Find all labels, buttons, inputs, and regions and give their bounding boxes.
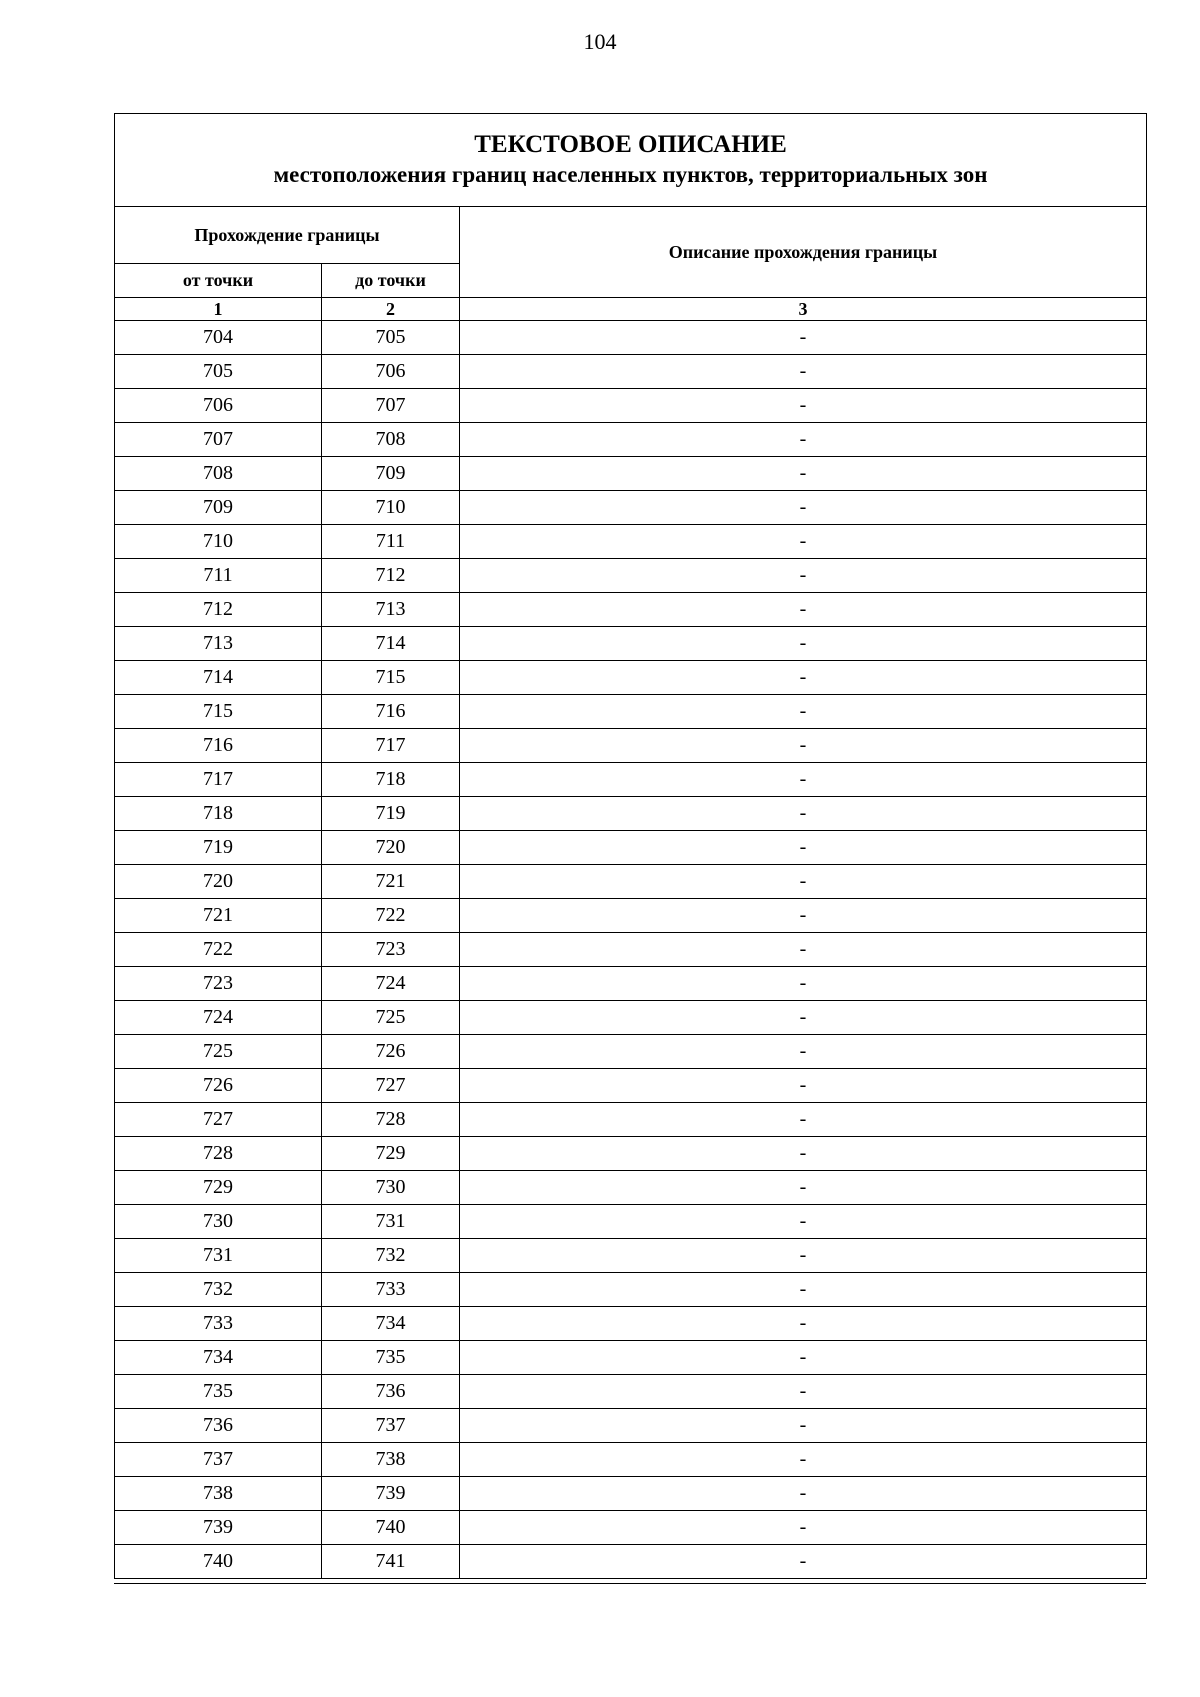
cell-from-point: 724 <box>115 1001 322 1035</box>
header-passage: Прохождение границы <box>115 207 460 264</box>
table-row <box>115 1239 1147 1273</box>
table-row <box>115 389 1147 423</box>
cell-to-point: 716 <box>322 695 460 729</box>
header-col-number-3: 3 <box>460 298 1147 321</box>
table-title <box>115 114 1147 207</box>
cell-to-point: 729 <box>322 1137 460 1171</box>
cell-from-point: 738 <box>115 1477 322 1511</box>
cell-description: - <box>460 1239 1147 1273</box>
cell-description: - <box>460 1409 1147 1443</box>
table-row <box>115 763 1147 797</box>
table-row <box>115 355 1147 389</box>
table-row <box>115 1069 1147 1103</box>
cell-description: - <box>460 1171 1147 1205</box>
cell-from-point: 717 <box>115 763 322 797</box>
cell-to-point: 710 <box>322 491 460 525</box>
cell-description: - <box>460 1001 1147 1035</box>
cell-from-point: 714 <box>115 661 322 695</box>
cell-to-point: 739 <box>322 1477 460 1511</box>
cell-description: - <box>460 355 1147 389</box>
cell-description: - <box>460 1307 1147 1341</box>
cell-from-point: 727 <box>115 1103 322 1137</box>
cell-to-point: 711 <box>322 525 460 559</box>
cell-to-point: 717 <box>322 729 460 763</box>
cell-from-point: 719 <box>115 831 322 865</box>
table-row <box>115 1103 1147 1137</box>
cell-description: - <box>460 797 1147 831</box>
table-row <box>115 1341 1147 1375</box>
table-row <box>115 1511 1147 1545</box>
cell-description: - <box>460 1069 1147 1103</box>
cell-from-point: 716 <box>115 729 322 763</box>
cell-to-point: 719 <box>322 797 460 831</box>
cell-description: - <box>460 423 1147 457</box>
cell-to-point: 733 <box>322 1273 460 1307</box>
table-row <box>115 695 1147 729</box>
table-row <box>115 491 1147 525</box>
cell-description: - <box>460 525 1147 559</box>
cell-from-point: 725 <box>115 1035 322 1069</box>
cell-from-point: 707 <box>115 423 322 457</box>
cell-to-point: 726 <box>322 1035 460 1069</box>
header-col-number-1: 1 <box>115 298 322 321</box>
cell-to-point: 727 <box>322 1069 460 1103</box>
cell-to-point: 737 <box>322 1409 460 1443</box>
cell-description: - <box>460 1477 1147 1511</box>
table-row <box>115 661 1147 695</box>
cell-to-point: 736 <box>322 1375 460 1409</box>
cell-to-point: 708 <box>322 423 460 457</box>
table-row <box>115 423 1147 457</box>
header-description: Описание прохождения границы <box>460 207 1147 298</box>
table-bottom-rule <box>114 1583 1146 1584</box>
cell-description: - <box>460 763 1147 797</box>
table-row <box>115 797 1147 831</box>
table-row <box>115 321 1147 355</box>
table-row <box>115 1545 1147 1579</box>
cell-description: - <box>460 865 1147 899</box>
table-row <box>115 1001 1147 1035</box>
header-col-number-2: 2 <box>322 298 460 321</box>
table-row <box>115 899 1147 933</box>
table-row <box>115 831 1147 865</box>
table-body <box>115 321 1147 1579</box>
cell-from-point: 723 <box>115 967 322 1001</box>
title-line-1: ТЕКСТОВОЕ ОПИСАНИЕ <box>474 131 787 158</box>
cell-from-point: 708 <box>115 457 322 491</box>
cell-to-point: 741 <box>322 1545 460 1579</box>
table-row <box>115 457 1147 491</box>
cell-description: - <box>460 899 1147 933</box>
cell-description: - <box>460 491 1147 525</box>
cell-to-point: 709 <box>322 457 460 491</box>
cell-to-point: 725 <box>322 1001 460 1035</box>
cell-to-point: 730 <box>322 1171 460 1205</box>
cell-description: - <box>460 695 1147 729</box>
cell-from-point: 710 <box>115 525 322 559</box>
cell-to-point: 715 <box>322 661 460 695</box>
cell-from-point: 735 <box>115 1375 322 1409</box>
table-row <box>115 967 1147 1001</box>
cell-from-point: 728 <box>115 1137 322 1171</box>
table-row <box>115 1205 1147 1239</box>
title-line-2: местоположения границ населенных пунктов, территориальных зон <box>273 162 988 187</box>
cell-from-point: 712 <box>115 593 322 627</box>
cell-description: - <box>460 661 1147 695</box>
table-row <box>115 525 1147 559</box>
header-from-point: от точки <box>115 264 322 298</box>
cell-from-point: 740 <box>115 1545 322 1579</box>
cell-description: - <box>460 1035 1147 1069</box>
table-row <box>115 1443 1147 1477</box>
table-row <box>115 1137 1147 1171</box>
table-row <box>115 1409 1147 1443</box>
cell-to-point: 706 <box>322 355 460 389</box>
cell-description: - <box>460 559 1147 593</box>
cell-from-point: 733 <box>115 1307 322 1341</box>
table-row <box>115 1477 1147 1511</box>
table-row <box>115 627 1147 661</box>
cell-to-point: 720 <box>322 831 460 865</box>
cell-from-point: 734 <box>115 1341 322 1375</box>
cell-from-point: 726 <box>115 1069 322 1103</box>
cell-description: - <box>460 457 1147 491</box>
table-row <box>115 865 1147 899</box>
cell-description: - <box>460 1273 1147 1307</box>
table-row <box>115 933 1147 967</box>
cell-description: - <box>460 593 1147 627</box>
cell-description: - <box>460 321 1147 355</box>
cell-from-point: 720 <box>115 865 322 899</box>
cell-description: - <box>460 1103 1147 1137</box>
cell-from-point: 704 <box>115 321 322 355</box>
cell-to-point: 722 <box>322 899 460 933</box>
table-row <box>115 1375 1147 1409</box>
cell-to-point: 724 <box>322 967 460 1001</box>
table-row <box>115 1035 1147 1069</box>
cell-description: - <box>460 1443 1147 1477</box>
cell-from-point: 705 <box>115 355 322 389</box>
table-row <box>115 729 1147 763</box>
table-row <box>115 1171 1147 1205</box>
cell-to-point: 712 <box>322 559 460 593</box>
cell-description: - <box>460 1511 1147 1545</box>
cell-to-point: 723 <box>322 933 460 967</box>
cell-description: - <box>460 1341 1147 1375</box>
cell-to-point: 721 <box>322 865 460 899</box>
cell-description: - <box>460 1545 1147 1579</box>
cell-from-point: 721 <box>115 899 322 933</box>
boundary-description-table <box>114 113 1147 1579</box>
page-number: 104 <box>583 29 617 54</box>
table-row <box>115 1273 1147 1307</box>
header-to-point: до точки <box>322 264 460 298</box>
table-row <box>115 559 1147 593</box>
cell-to-point: 714 <box>322 627 460 661</box>
cell-from-point: 729 <box>115 1171 322 1205</box>
cell-to-point: 728 <box>322 1103 460 1137</box>
cell-to-point: 734 <box>322 1307 460 1341</box>
cell-from-point: 730 <box>115 1205 322 1239</box>
cell-from-point: 739 <box>115 1511 322 1545</box>
cell-from-point: 736 <box>115 1409 322 1443</box>
cell-description: - <box>460 831 1147 865</box>
cell-description: - <box>460 1375 1147 1409</box>
cell-description: - <box>460 1205 1147 1239</box>
cell-from-point: 715 <box>115 695 322 729</box>
cell-description: - <box>460 933 1147 967</box>
cell-to-point: 718 <box>322 763 460 797</box>
cell-from-point: 713 <box>115 627 322 661</box>
cell-description: - <box>460 967 1147 1001</box>
table-row <box>115 593 1147 627</box>
cell-from-point: 737 <box>115 1443 322 1477</box>
cell-description: - <box>460 627 1147 661</box>
cell-to-point: 713 <box>322 593 460 627</box>
cell-to-point: 705 <box>322 321 460 355</box>
cell-from-point: 711 <box>115 559 322 593</box>
cell-from-point: 709 <box>115 491 322 525</box>
cell-to-point: 740 <box>322 1511 460 1545</box>
cell-description: - <box>460 389 1147 423</box>
cell-description: - <box>460 729 1147 763</box>
cell-from-point: 722 <box>115 933 322 967</box>
cell-from-point: 731 <box>115 1239 322 1273</box>
cell-to-point: 738 <box>322 1443 460 1477</box>
cell-description: - <box>460 1137 1147 1171</box>
cell-to-point: 707 <box>322 389 460 423</box>
cell-to-point: 731 <box>322 1205 460 1239</box>
cell-from-point: 718 <box>115 797 322 831</box>
cell-to-point: 735 <box>322 1341 460 1375</box>
cell-from-point: 706 <box>115 389 322 423</box>
cell-to-point: 732 <box>322 1239 460 1273</box>
cell-from-point: 732 <box>115 1273 322 1307</box>
table-row <box>115 1307 1147 1341</box>
